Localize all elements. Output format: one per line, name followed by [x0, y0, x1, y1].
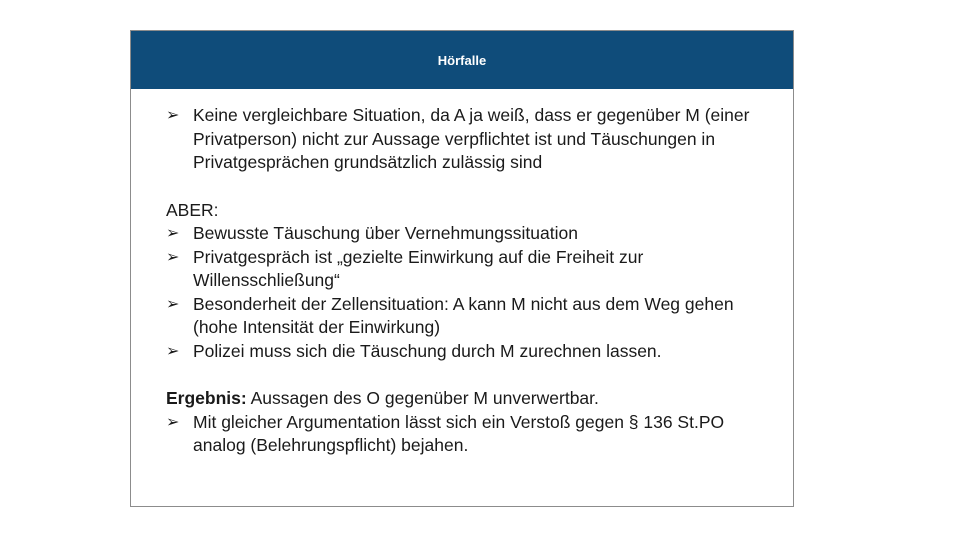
bullet-text: Mit gleicher Argumentation lässt sich ein Verstoß gegen § 136 St.PO analog (Belehrungspflicht) bejahen. — [193, 411, 725, 455]
arrow-bullet-icon: ➢ — [166, 248, 180, 266]
result-line — [166, 387, 773, 411]
result-label: Ergebnis: — [166, 388, 247, 408]
arrow-bullet-icon: ➢ — [166, 225, 180, 242]
arrow-bullet-icon: ➢ — [166, 342, 180, 360]
arrow-bullet-icon: ➢ — [166, 413, 180, 431]
section-heading: ABER: — [166, 199, 219, 220]
bullet-text: Bewusste Täuschung über Vernehmungssituation — [193, 223, 578, 243]
bullet-text: Keine vergleichbare Situation, da A ja weiß, dass er gegenüber M (einer Privatperson) nicht zur Aussage verpflichtet ist und Täuschungen in Privatgesprächen grundsätzlich zulässig sind — [193, 105, 750, 172]
bullet-item — [166, 411, 773, 458]
arrow-bullet-icon: ➢ — [166, 295, 180, 313]
bullet-text: Privatgespräch ist „gezielte Einwirkung auf die Freiheit zur Willensschließung“ — [193, 246, 644, 290]
bullet-item — [166, 104, 773, 175]
box-header — [131, 31, 793, 89]
box-body — [131, 89, 793, 458]
bullet-item — [166, 246, 773, 293]
bullet-item — [166, 293, 773, 340]
bullet-item — [166, 340, 773, 364]
result-text: Aussagen des O gegenüber M unverwertbar. — [246, 388, 599, 408]
bullet-text: Polizei muss sich die Täuschung durch M zurechnen lassen. — [193, 340, 662, 361]
bullet-text: Besonderheit der Zellensituation: A kann M nicht aus dem Weg gehen (hohe Intensität der Einwirkung) — [193, 293, 734, 337]
arrow-bullet-icon: ➢ — [166, 107, 180, 124]
content-box — [130, 30, 794, 507]
box-title: Hörfalle — [437, 52, 487, 68]
bullet-item — [166, 222, 773, 246]
